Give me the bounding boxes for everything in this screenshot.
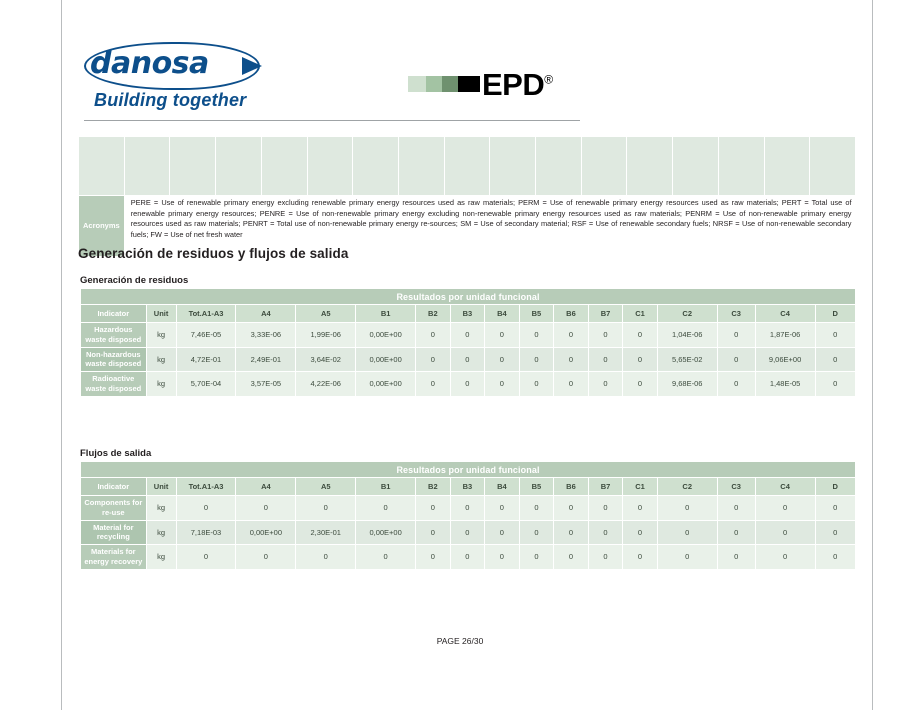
- cell-tot: 7,18E-03: [176, 520, 236, 545]
- page-footer: PAGE 26/30: [436, 636, 484, 646]
- subsection-title-output: Flujos de salida: [80, 448, 152, 459]
- epd-bar-1: [408, 76, 426, 92]
- row-unit: kg: [146, 347, 176, 372]
- cell-b7: 0: [588, 323, 623, 348]
- cell-b4: 0: [485, 496, 520, 521]
- cell-b2: 0: [416, 545, 451, 570]
- cell-c1: 0: [623, 520, 658, 545]
- acronyms-spacer-cell: [810, 137, 856, 196]
- cell-b4: 0: [485, 323, 520, 348]
- cell-tot: 5,70E-04: [176, 372, 236, 397]
- cell-b1: 0,00E+00: [356, 520, 416, 545]
- col-d: D: [815, 305, 855, 323]
- cell-d: 0: [815, 372, 855, 397]
- cell-c1: 0: [623, 496, 658, 521]
- col-tot: Tot.A1-A3: [176, 478, 236, 496]
- row-unit: kg: [146, 372, 176, 397]
- cell-b1: 0,00E+00: [356, 323, 416, 348]
- cell-c3: 0: [717, 496, 755, 521]
- cell-d: 0: [815, 347, 855, 372]
- danosa-wordmark: danosa: [90, 46, 209, 81]
- cell-c2: 0: [657, 496, 717, 521]
- row-indicator: Non-hazardous waste disposed: [81, 347, 147, 372]
- table-header-row: [81, 478, 856, 496]
- cell-b5: 0: [519, 496, 554, 521]
- epd-label: EPD: [482, 66, 545, 102]
- row-unit: kg: [146, 323, 176, 348]
- col-c4: C4: [755, 478, 815, 496]
- col-a4: A4: [236, 305, 296, 323]
- cell-b2: 0: [416, 323, 451, 348]
- table-row: [81, 520, 856, 545]
- cell-b3: 0: [450, 545, 485, 570]
- cell-b2: 0: [416, 347, 451, 372]
- col-b3: B3: [450, 305, 485, 323]
- epd-wordmark: [482, 66, 553, 102]
- col-b3: B3: [450, 478, 485, 496]
- table-banner-row: [81, 289, 856, 305]
- cell-b4: 0: [485, 347, 520, 372]
- epd-registered-mark: ®: [544, 72, 553, 87]
- cell-c1: 0: [623, 323, 658, 348]
- cell-b5: 0: [519, 372, 554, 397]
- left-margin-rule: [61, 0, 62, 710]
- acronyms-spacer-cell: [398, 137, 444, 196]
- cell-a5: 2,30E-01: [296, 520, 356, 545]
- col-b4: B4: [485, 478, 520, 496]
- table-row: [81, 545, 856, 570]
- subsection-title-waste: Generación de residuos: [80, 275, 189, 286]
- cell-b4: 0: [485, 545, 520, 570]
- acronyms-label: Acronyms: [79, 196, 125, 257]
- col-b7: B7: [588, 478, 623, 496]
- cell-b6: 0: [554, 347, 589, 372]
- col-c1: C1: [623, 478, 658, 496]
- table-row: [81, 496, 856, 521]
- epd-bar-4: [458, 76, 480, 92]
- cell-c4: 0: [755, 545, 815, 570]
- col-tot: Tot.A1-A3: [176, 305, 236, 323]
- cell-c3: 0: [717, 347, 755, 372]
- table-row: [81, 372, 856, 397]
- cell-b1: 0,00E+00: [356, 372, 416, 397]
- section-title: Generación de residuos y flujos de salida: [78, 246, 349, 261]
- col-c3: C3: [717, 478, 755, 496]
- cell-b2: 0: [416, 496, 451, 521]
- acronyms-spacer-cell: [627, 137, 673, 196]
- cell-tot: 7,46E-05: [176, 323, 236, 348]
- col-b2: B2: [416, 305, 451, 323]
- cell-c4: 0: [755, 520, 815, 545]
- cell-b6: 0: [554, 520, 589, 545]
- cell-b7: 0: [588, 545, 623, 570]
- col-b1: B1: [356, 478, 416, 496]
- cell-b5: 0: [519, 347, 554, 372]
- cell-c4: 1,48E-05: [755, 372, 815, 397]
- cell-b3: 0: [450, 520, 485, 545]
- cell-tot: 0: [176, 496, 236, 521]
- cell-c2: 0: [657, 520, 717, 545]
- cell-d: 0: [815, 545, 855, 570]
- cell-b4: 0: [485, 520, 520, 545]
- cell-a5: 0: [296, 545, 356, 570]
- cell-b1: 0: [356, 545, 416, 570]
- table-banner-label: Resultados por unidad funcional: [81, 462, 856, 478]
- cell-b7: 0: [588, 496, 623, 521]
- table-row: [81, 323, 856, 348]
- col-b2: B2: [416, 478, 451, 496]
- acronyms-spacer-cell: [124, 137, 170, 196]
- cell-a4: 0: [236, 545, 296, 570]
- cell-b6: 0: [554, 372, 589, 397]
- cell-a4: 3,57E-05: [236, 372, 296, 397]
- row-unit: kg: [146, 496, 176, 521]
- acronyms-spacer-cell: [216, 137, 262, 196]
- cell-b5: 0: [519, 545, 554, 570]
- cell-a4: 3,33E-06: [236, 323, 296, 348]
- cell-tot: 0: [176, 545, 236, 570]
- cell-b7: 0: [588, 520, 623, 545]
- acronyms-text: PERE = Use of renewable primary energy excluding renewable primary energy resources used as raw materials; PERM = Use of renewable primary energy resources used as raw materials; PERT = Total use of renewable primary energy resources; PENRE = Use of non-renewable primary energy excluding non-renewable primary energy resources used as raw materials; PENRM = Use of non-renewable primary energy resources used as raw materials; PENRT = Total use of non-renewable primary energy re-sources; SM = Use of secondary material; RSF = Use of renewable secondary fuels; NRSF = Use of non-renewable secondary fuels; FW = Use of net fresh water: [124, 196, 855, 257]
- col-c2: C2: [657, 478, 717, 496]
- acronyms-spacer-cell: [764, 137, 810, 196]
- epd-logo: [408, 66, 553, 102]
- row-indicator: Hazardous waste disposed: [81, 323, 147, 348]
- table-banner-row: [81, 462, 856, 478]
- cell-a4: 2,49E-01: [236, 347, 296, 372]
- acronyms-spacer-cell: [170, 137, 216, 196]
- col-b7: B7: [588, 305, 623, 323]
- waste-results-table: [80, 288, 856, 397]
- table-row: [81, 347, 856, 372]
- danosa-logo-block: [84, 44, 384, 110]
- row-indicator: Components for re-use: [81, 496, 147, 521]
- epd-bars-icon: [408, 76, 480, 92]
- col-b5: B5: [519, 478, 554, 496]
- acronyms-spacer-cell: [490, 137, 536, 196]
- cell-c3: 0: [717, 323, 755, 348]
- table-banner-label: Resultados por unidad funcional: [81, 289, 856, 305]
- cell-a5: 0: [296, 496, 356, 521]
- cell-b6: 0: [554, 323, 589, 348]
- col-b1: B1: [356, 305, 416, 323]
- row-unit: kg: [146, 520, 176, 545]
- cell-b3: 0: [450, 372, 485, 397]
- cell-b6: 0: [554, 545, 589, 570]
- danosa-logo: [84, 44, 356, 110]
- col-unit: Unit: [146, 305, 176, 323]
- acronyms-spacer-cell: [307, 137, 353, 196]
- cell-b7: 0: [588, 372, 623, 397]
- cell-c2: 5,65E-02: [657, 347, 717, 372]
- cell-c3: 0: [717, 520, 755, 545]
- acronyms-spacer-row: [79, 137, 856, 196]
- cell-a4: 0: [236, 496, 296, 521]
- cell-d: 0: [815, 520, 855, 545]
- col-a5: A5: [296, 478, 356, 496]
- cell-c2: 1,04E-06: [657, 323, 717, 348]
- row-indicator: Material for recycling: [81, 520, 147, 545]
- right-margin-rule: [872, 0, 873, 710]
- cell-a5: 1,99E-06: [296, 323, 356, 348]
- col-b6: B6: [554, 478, 589, 496]
- col-c4: C4: [755, 305, 815, 323]
- cell-b2: 0: [416, 520, 451, 545]
- cell-b1: 0,00E+00: [356, 347, 416, 372]
- acronyms-spacer-cell: [673, 137, 719, 196]
- col-c1: C1: [623, 305, 658, 323]
- col-c2: C2: [657, 305, 717, 323]
- col-unit: Unit: [146, 478, 176, 496]
- col-a4: A4: [236, 478, 296, 496]
- header-divider: [84, 120, 580, 121]
- cell-c4: 1,87E-06: [755, 323, 815, 348]
- epd-bar-3: [442, 76, 458, 92]
- acronyms-spacer-cell: [79, 137, 125, 196]
- table-header-row: [81, 305, 856, 323]
- row-unit: kg: [146, 545, 176, 570]
- acronyms-spacer-cell: [718, 137, 764, 196]
- row-indicator: Radioactive waste disposed: [81, 372, 147, 397]
- cell-a4: 0,00E+00: [236, 520, 296, 545]
- acronyms-spacer-cell: [444, 137, 490, 196]
- acronyms-spacer-cell: [536, 137, 582, 196]
- cell-b1: 0: [356, 496, 416, 521]
- acronyms-spacer-cell: [261, 137, 307, 196]
- cell-b5: 0: [519, 520, 554, 545]
- cell-b3: 0: [450, 323, 485, 348]
- cell-c1: 0: [623, 545, 658, 570]
- cell-b6: 0: [554, 496, 589, 521]
- cell-c3: 0: [717, 545, 755, 570]
- cell-b2: 0: [416, 372, 451, 397]
- col-c3: C3: [717, 305, 755, 323]
- cell-d: 0: [815, 323, 855, 348]
- danosa-tagline: Building together: [94, 90, 247, 110]
- col-indicator: Indicator: [81, 478, 147, 496]
- cell-c2: 0: [657, 545, 717, 570]
- col-b5: B5: [519, 305, 554, 323]
- cell-tot: 4,72E-01: [176, 347, 236, 372]
- cell-c1: 0: [623, 372, 658, 397]
- output-flows-table: [80, 461, 856, 570]
- acronyms-spacer-cell: [353, 137, 399, 196]
- acronyms-table: [78, 136, 856, 257]
- cell-b3: 0: [450, 496, 485, 521]
- col-b6: B6: [554, 305, 589, 323]
- col-b4: B4: [485, 305, 520, 323]
- cell-c4: 0: [755, 496, 815, 521]
- cell-b4: 0: [485, 372, 520, 397]
- cell-c4: 9,06E+00: [755, 347, 815, 372]
- danosa-logo-shape: [84, 44, 256, 84]
- cell-b3: 0: [450, 347, 485, 372]
- cell-d: 0: [815, 496, 855, 521]
- cell-c3: 0: [717, 372, 755, 397]
- epd-bar-2: [426, 76, 442, 92]
- col-d: D: [815, 478, 855, 496]
- row-indicator: Materials for energy recovery: [81, 545, 147, 570]
- cell-a5: 4,22E-06: [296, 372, 356, 397]
- col-a5: A5: [296, 305, 356, 323]
- cell-c2: 9,68E-06: [657, 372, 717, 397]
- danosa-arrow-icon: [242, 57, 262, 75]
- cell-c1: 0: [623, 347, 658, 372]
- col-indicator: Indicator: [81, 305, 147, 323]
- cell-b5: 0: [519, 323, 554, 348]
- cell-b7: 0: [588, 347, 623, 372]
- cell-a5: 3,64E-02: [296, 347, 356, 372]
- acronyms-spacer-cell: [581, 137, 627, 196]
